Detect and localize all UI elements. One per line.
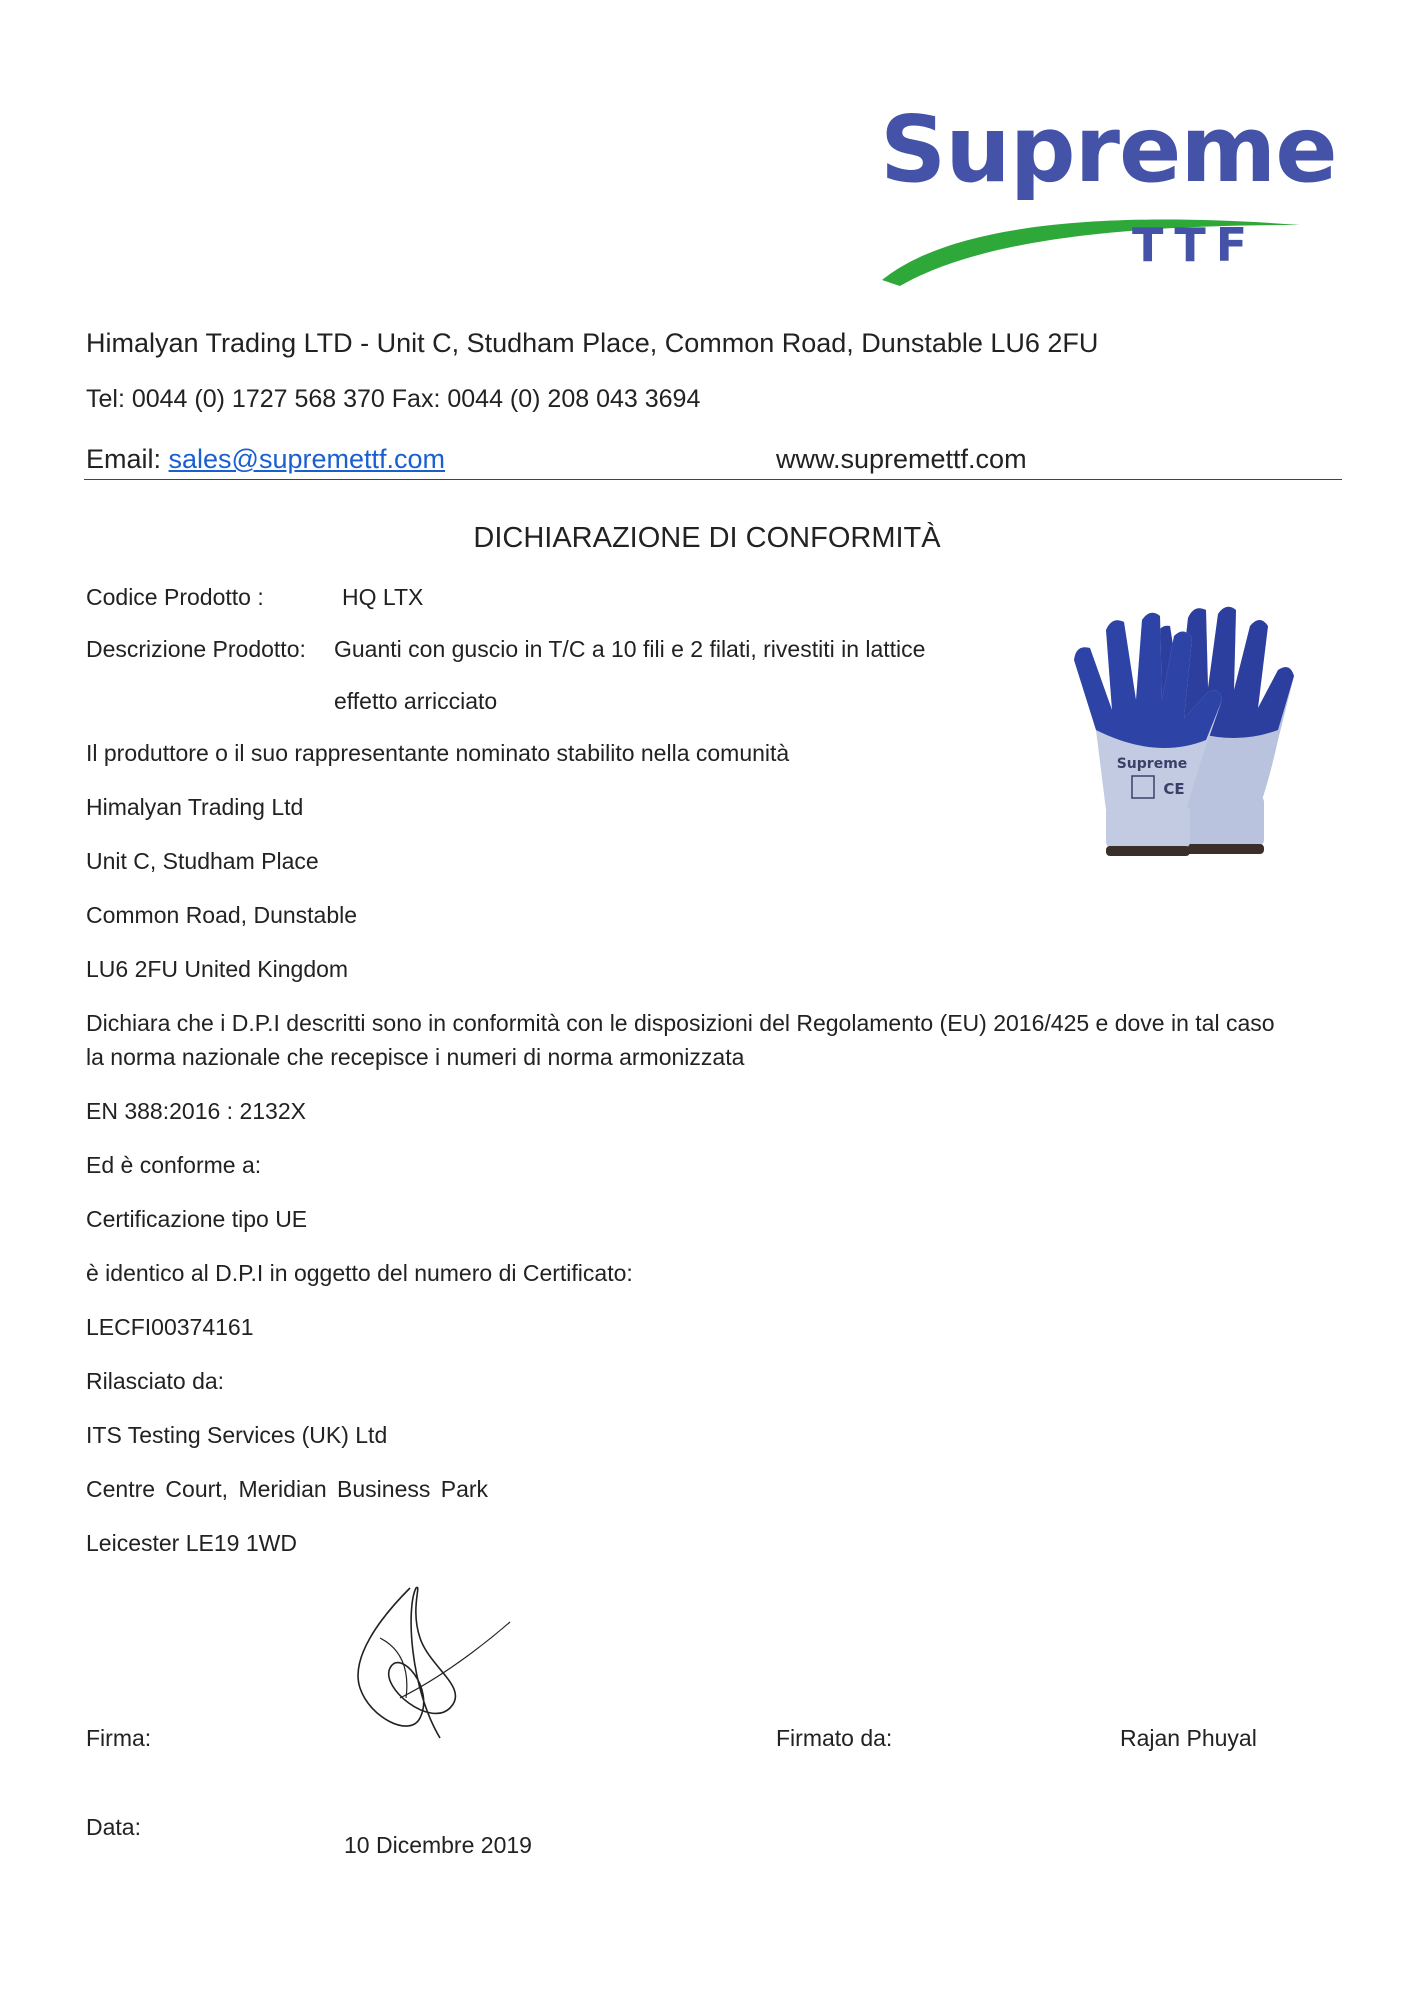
date-label: Data: — [86, 1814, 141, 1840]
product-description-line1: Guanti con guscio in T/C a 10 fili e 2 filati, rivestiti in lattice — [334, 636, 926, 662]
product-description-label: Descrizione Prodotto: — [86, 636, 306, 662]
manufacturer-address-line: Common Road, Dunstable — [86, 902, 358, 928]
issuer-address-line: Centre Court, Meridian Business Park — [86, 1476, 489, 1502]
header-divider — [84, 479, 1342, 480]
logo-sub-text: TTF — [1132, 218, 1258, 272]
issuer-address-line: ITS Testing Services (UK) Ltd — [86, 1422, 388, 1448]
product-code-value: HQ LTX — [342, 584, 424, 610]
product-code-label: Codice Prodotto : — [86, 584, 264, 610]
standard-code: EN 388:2016 : 2132X — [86, 1098, 306, 1124]
signed-by-label: Firmato da: — [776, 1725, 893, 1751]
document-title: DICHIARAZIONE DI CONFORMITÀ — [473, 522, 941, 554]
email-row — [86, 442, 445, 476]
signer-name: Rajan Phuyal — [1120, 1725, 1257, 1751]
email-label: Email: — [86, 444, 162, 474]
manufacturer-address-line: LU6 2FU United Kingdom — [86, 956, 349, 982]
issuer-address-line: Leicester LE19 1WD — [86, 1530, 297, 1556]
declaration-line2: la norma nazionale che recepisce i numeri di norma armonizzata — [86, 1044, 745, 1070]
certification-type: Certificazione tipo UE — [86, 1206, 308, 1232]
glove-ce-mark: CE — [1163, 780, 1185, 798]
manufacturer-address-line: Unit C, Studham Place — [86, 848, 319, 874]
identical-statement: è identico al D.P.I in oggetto del numero di Certificato: — [86, 1260, 633, 1286]
certificate-number: LECFI00374161 — [86, 1314, 254, 1340]
website-text: www.supremettf.com — [776, 444, 1027, 474]
manufacturer-address-line: Himalyan Trading Ltd — [86, 794, 304, 820]
company-address-line: Himalyan Trading LTD - Unit C, Studham Place, Common Road, Dunstable LU6 2FU — [86, 328, 1099, 358]
issued-by-label: Rilasciato da: — [86, 1368, 225, 1394]
signature-label: Firma: — [86, 1725, 152, 1751]
conform-label: Ed è conforme a: — [86, 1152, 262, 1178]
date-value: 10 Dicembre 2019 — [344, 1832, 532, 1858]
company-logo — [870, 96, 1337, 290]
product-description-line2: effetto arricciato — [334, 688, 498, 714]
handwritten-signature-image — [340, 1578, 520, 1744]
glove-brand-print: Supreme — [1116, 756, 1188, 772]
email-link[interactable]: sales@supremettf.com — [168, 444, 446, 474]
glove-pair-image — [1056, 600, 1336, 870]
manufacturer-intro: Il produttore o il suo rappresentante nominato stabilito nella comunità — [86, 740, 790, 766]
declaration-line1: Dichiara che i D.P.I descritti sono in conformità con le disposizioni del Regolamento (EU) 2016/425 e dove in tal caso — [86, 1010, 1275, 1036]
phone-fax-line: Tel: 0044 (0) 1727 568 370 Fax: 0044 (0) 208 043 3694 — [86, 385, 701, 413]
logo-brand-text: Supreme — [880, 96, 1337, 203]
